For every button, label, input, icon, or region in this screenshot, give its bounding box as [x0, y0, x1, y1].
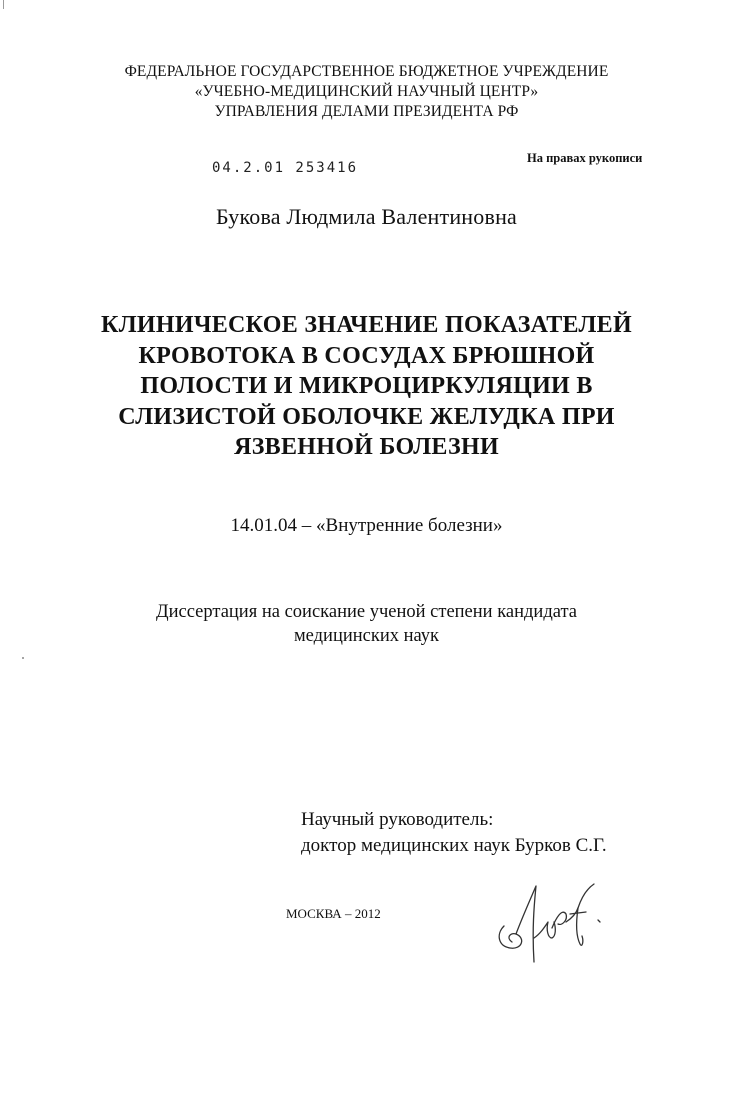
manuscript-rights-note: На правах рукописи — [527, 151, 643, 165]
dissertation-title — [0, 310, 733, 463]
title-line-5: ЯЗВЕННОЙ БОЛЕЗНИ — [234, 434, 499, 460]
title-line-2: КРОВОТОКА В СОСУДАХ БРЮШНОЙ — [138, 342, 595, 369]
scientific-advisor — [301, 807, 607, 859]
scan-edge-mark — [3, 0, 4, 9]
advisor-label: Научный руководитель: — [301, 809, 494, 830]
institution-line-2: «УЧЕБНО-МЕДИЦИНСКИЙ НАУЧНЫЙ ЦЕНТР» — [194, 83, 539, 100]
author-name: Букова Людмила Валентиновна — [215, 204, 518, 229]
purpose-line-2: медицинских наук — [293, 626, 440, 646]
institution-line-3: УПРАВЛЕНИЯ ДЕЛАМИ ПРЕЗИДЕНТА РФ — [214, 103, 519, 120]
scan-speck — [22, 657, 24, 659]
handwritten-signature-icon — [486, 878, 616, 968]
degree-purpose — [0, 600, 733, 648]
city-year: МОСКВА – 2012 — [286, 906, 381, 921]
purpose-line-1: Диссертация на соискание ученой степени кандидата — [156, 602, 577, 622]
institution-line-1: ФЕДЕРАЛЬНОЕ ГОСУДАРСТВЕННОЕ БЮДЖЕТНОЕ УЧРЕЖДЕНИЕ — [124, 63, 609, 80]
title-line-1: КЛИНИЧЕСКОЕ ЗНАЧЕНИЕ ПОКАЗАТЕЛЕЙ — [101, 312, 632, 338]
title-line-3: ПОЛОСТИ И МИКРОЦИРКУЛЯЦИИ В — [140, 373, 593, 399]
title-line-4: СЛИЗИСТОЙ ОБОЛОЧКЕ ЖЕЛУДКА ПРИ — [118, 403, 615, 430]
institution-header — [0, 62, 733, 122]
registration-number: 04.2.01 253416 — [212, 160, 359, 176]
specialty-code: 14.01.04 – «Внутренние болезни» — [230, 515, 503, 536]
advisor-name: доктор медицинских наук Бурков С.Г. — [301, 835, 607, 856]
